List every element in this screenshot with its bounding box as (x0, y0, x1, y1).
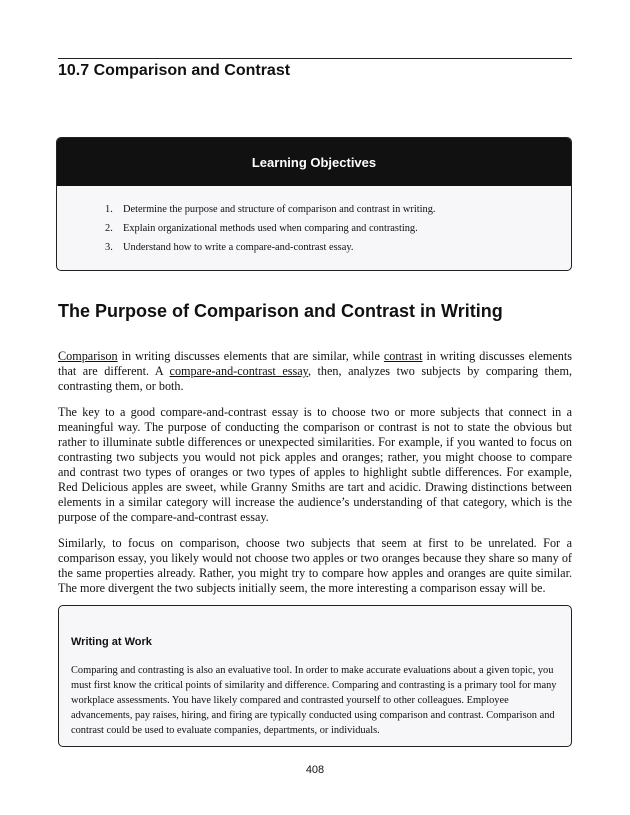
paragraph-key: The key to a good compare-and-contrast essay is to choose two or more subjects that connect in a meaningful way. The purpose of conducting the comparison or contrast is not to state the obvious but rather to illuminate subtle differences or unexpected similarities. For example, if you wanted to focus on contrasting two subjects you would not pick apples and oranges; rather, you might choose to compare and contrast two types of oranges or two types of apples to highlight subtle differences. For example, Red Delicious apples are sweet, while Granny Smiths are tart and acidic. Drawing distinctions between elements in a similar category will increase the audience’s understanding of that category, which is the purpose of the compare-and-contrast essay. (58, 405, 572, 524)
writing-at-work-title: Writing at Work (71, 636, 152, 648)
learning-objectives-box (56, 137, 572, 271)
purpose-heading: The Purpose of Comparison and Contrast in Writing (58, 301, 503, 321)
list-item (105, 219, 436, 238)
learning-objectives-title: Learning Objectives (57, 138, 571, 186)
term-contrast: contrast (383, 349, 423, 363)
list-item-number: 2. (105, 223, 113, 234)
top-rule (58, 58, 572, 59)
section-title: 10.7 Comparison and Contrast (58, 62, 291, 79)
list-item-text: Determine the purpose and structure of comparison and contrast in writing. (123, 204, 436, 215)
list-item-number: 1. (105, 204, 113, 215)
list-item (105, 200, 436, 219)
paragraph-definitions (58, 349, 572, 394)
paragraph-similarly: Similarly, to focus on comparison, choose two subjects that seem at first to be unrelated. For a comparison essay, you likely would not choose two apples or two oranges because they share so many of the same properties already. Rather, you might try to compare how apples and oranges are quite similar. The more divergent the two subjects initially seem, the more interesting a comparison essay will be. (58, 536, 572, 595)
list-item-text: Understand how to write a compare-and-contrast essay. (123, 242, 354, 253)
paragraph-text: in writing discusses elements that are similar, while (117, 349, 384, 363)
term-compare-and-contrast-essay: compare-and-contrast essay (169, 364, 308, 378)
list-item-text: Explain organizational methods used when comparing and contrasting. (123, 223, 418, 234)
term-comparison: Comparison (58, 349, 118, 363)
writing-at-work-box (58, 605, 572, 747)
list-item-number: 3. (105, 242, 113, 253)
list-item (105, 238, 436, 257)
learning-objectives-list (105, 200, 436, 257)
page-number: 408 (305, 764, 325, 776)
paragraph-text: , then, analyzes two subjects by comparing them, contrasting them, or both. (58, 364, 572, 393)
writing-at-work-text: Comparing and contrasting is also an evaluative tool. In order to make accurate evaluations about a given topic, you must first know the critical points of similarity and difference. Comparing and contrasting is a primary tool for many workplace assessments. You have likely compared and contrasted yourself to other colleagues. Employee advancements, pay raises, hiring, and firing are typically conducted using comparison and contrast. Comparison and contrast could be used to evaluate companies, departments, or individuals. (71, 665, 557, 736)
paragraph-text: in writing discusses elements that are different. A (58, 349, 572, 378)
